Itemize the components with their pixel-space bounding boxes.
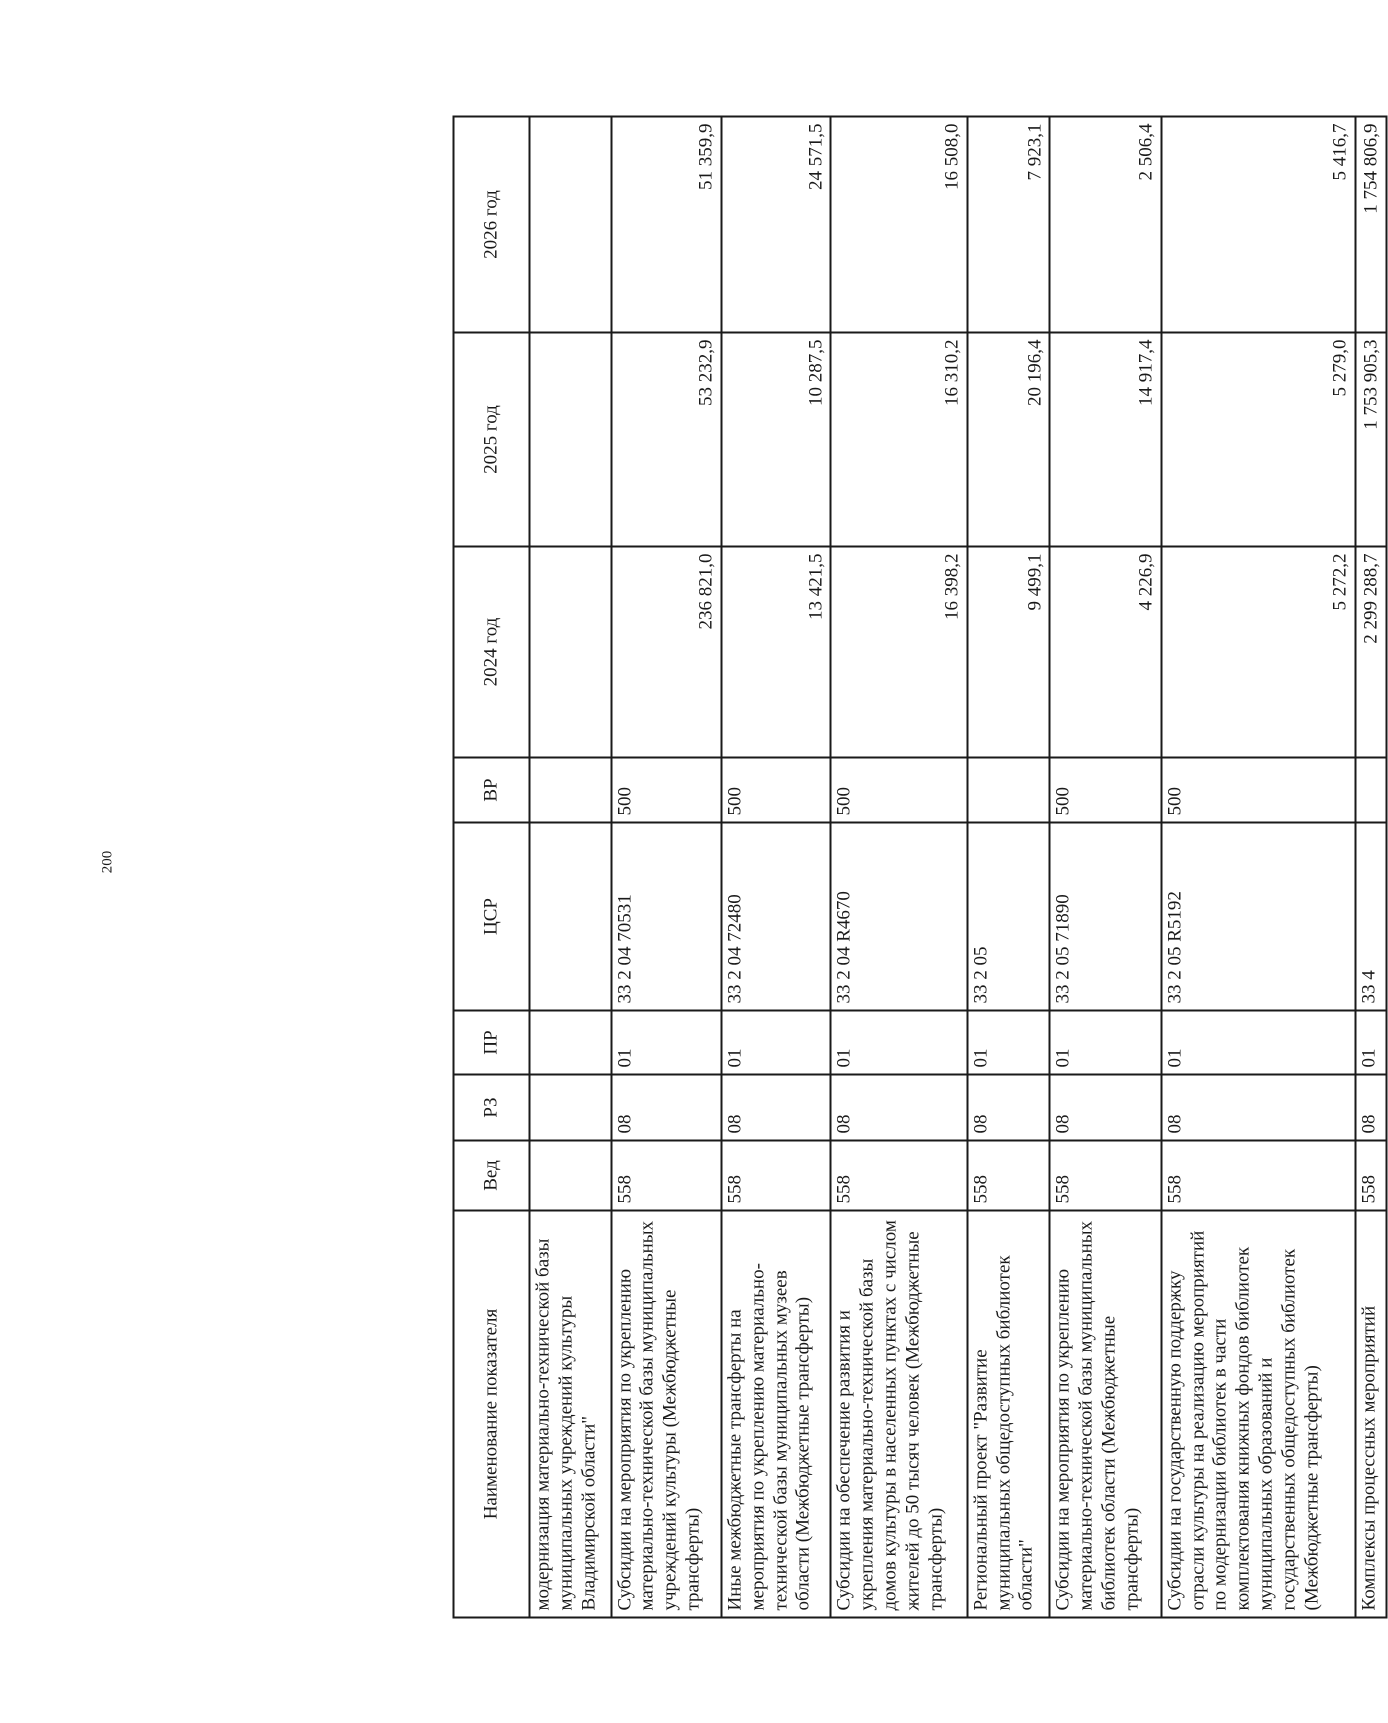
cell-csr: 33 2 04 72480 <box>722 823 831 1011</box>
table-row <box>722 117 831 1618</box>
table-row <box>1161 117 1355 1618</box>
cell-2026: 1 754 806,9 <box>1355 117 1386 333</box>
col-header-ved: Вед <box>454 1141 530 1211</box>
cell-name: Комплексы процессных мероприятий <box>1355 1211 1386 1618</box>
cell-vr: 500 <box>611 758 721 823</box>
cell-2026: 2 506,4 <box>1050 117 1162 333</box>
cell-2026: 5 416,7 <box>1161 117 1355 333</box>
cell-pr <box>530 1011 612 1075</box>
cell-pr: 01 <box>1161 1011 1355 1075</box>
cell-2024: 13 421,5 <box>722 547 831 758</box>
cell-2025: 53 232,9 <box>611 333 721 547</box>
cell-pr: 01 <box>722 1011 831 1075</box>
cell-2026: 7 923,1 <box>967 117 1050 333</box>
cell-2025: 20 196,4 <box>967 333 1050 547</box>
cell-ved: 558 <box>611 1141 721 1211</box>
cell-ved: 558 <box>967 1141 1050 1211</box>
cell-2025: 10 287,5 <box>722 333 831 547</box>
cell-pr: 01 <box>967 1011 1050 1075</box>
col-header-name: Наименование показателя <box>454 1211 530 1618</box>
cell-2026: 24 571,5 <box>722 117 831 333</box>
cell-2025: 16 310,2 <box>831 333 967 547</box>
col-header-vr: ВР <box>454 758 530 823</box>
cell-ved: 558 <box>831 1141 967 1211</box>
budget-table <box>453 116 1388 1619</box>
cell-name: модернизация материально-технической базы муниципальных учреждений культуры Владимирской области" <box>530 1211 612 1618</box>
cell-vr: 500 <box>1050 758 1162 823</box>
cell-ved: 558 <box>1161 1141 1355 1211</box>
table-row <box>967 117 1050 1618</box>
cell-pr: 01 <box>611 1011 721 1075</box>
cell-csr: 33 2 05 <box>967 823 1050 1011</box>
cell-name: Иные межбюджетные трансферты на мероприятия по укреплению материально-технической базы муниципальных музеев области (Межбюджетные трансферты) <box>722 1211 831 1618</box>
cell-2026: 16 508,0 <box>831 117 967 333</box>
cell-vr: 500 <box>831 758 967 823</box>
cell-2026 <box>530 117 612 333</box>
col-header-2025: 2025 год <box>454 333 530 547</box>
cell-2024: 5 272,2 <box>1161 547 1355 758</box>
cell-2024: 9 499,1 <box>967 547 1050 758</box>
cell-csr <box>530 823 612 1011</box>
cell-2024: 4 226,9 <box>1050 547 1162 758</box>
cell-rz: 08 <box>1355 1075 1386 1141</box>
cell-pr: 01 <box>1355 1011 1386 1075</box>
col-header-rz: РЗ <box>454 1075 530 1141</box>
cell-csr: 33 4 <box>1355 823 1386 1011</box>
cell-vr <box>1355 758 1386 823</box>
cell-csr: 33 2 05 71890 <box>1050 823 1162 1011</box>
cell-rz <box>530 1075 612 1141</box>
cell-rz: 08 <box>1161 1075 1355 1141</box>
cell-csr: 33 2 04 70531 <box>611 823 721 1011</box>
table-row <box>831 117 967 1618</box>
table-row <box>1355 117 1386 1618</box>
cell-rz: 08 <box>831 1075 967 1141</box>
cell-2024: 2 299 288,7 <box>1355 547 1386 758</box>
cell-2026: 51 359,9 <box>611 117 721 333</box>
cell-2025: 1 753 905,3 <box>1355 333 1386 547</box>
cell-name: Субсидии на мероприятия по укреплению материально-технической базы муниципальных учреждений культуры (Межбюджетные трансферты) <box>611 1211 721 1618</box>
cell-rz: 08 <box>967 1075 1050 1141</box>
cell-csr: 33 2 04 R4670 <box>831 823 967 1011</box>
page-number: 200 <box>99 850 116 874</box>
cell-name: Региональный проект "Развитие муниципальных общедоступных библиотек области" <box>967 1211 1050 1618</box>
table-row <box>1050 117 1162 1618</box>
cell-ved: 558 <box>722 1141 831 1211</box>
cell-2024: 16 398,2 <box>831 547 967 758</box>
cell-name: Субсидии на обеспечение развития и укрепления материально-технической базы домов культуры в населенных пунктах с числом жителей до 50 тысяч человек (Межбюджетные трансферты) <box>831 1211 967 1618</box>
cell-ved <box>530 1141 612 1211</box>
col-header-csr: ЦСР <box>454 823 530 1011</box>
cell-vr: 500 <box>1161 758 1355 823</box>
cell-ved: 558 <box>1355 1141 1386 1211</box>
col-header-2024: 2024 год <box>454 547 530 758</box>
cell-pr: 01 <box>1050 1011 1162 1075</box>
cell-ved: 558 <box>1050 1141 1162 1211</box>
cell-2025 <box>530 333 612 547</box>
cell-2025: 5 279,0 <box>1161 333 1355 547</box>
cell-rz: 08 <box>611 1075 721 1141</box>
cell-pr: 01 <box>831 1011 967 1075</box>
cell-vr: 500 <box>722 758 831 823</box>
budget-table-wrapper <box>453 118 1388 1619</box>
col-header-pr: ПР <box>454 1011 530 1075</box>
table-row <box>611 117 721 1618</box>
cell-2024: 236 821,0 <box>611 547 721 758</box>
cell-2024 <box>530 547 612 758</box>
cell-rz: 08 <box>722 1075 831 1141</box>
col-header-2026: 2026 год <box>454 117 530 333</box>
cell-vr <box>530 758 612 823</box>
cell-2025: 14 917,4 <box>1050 333 1162 547</box>
table-row <box>530 117 612 1618</box>
cell-name: Субсидии на государственную поддержку отрасли культуры на реализацию мероприятий по модернизации библиотек в части комплектования книжных фондов библиотек муниципальных образований и государственных общедоступных библиотек (Межбюджетные трансферты) <box>1161 1211 1355 1618</box>
cell-rz: 08 <box>1050 1075 1162 1141</box>
cell-csr: 33 2 05 R5192 <box>1161 823 1355 1011</box>
table-header-row <box>454 117 530 1618</box>
cell-name: Субсидии на мероприятия по укреплению материально-технической базы муниципальных библиотек области (Межбюджетные трансферты) <box>1050 1211 1162 1618</box>
cell-vr <box>967 758 1050 823</box>
